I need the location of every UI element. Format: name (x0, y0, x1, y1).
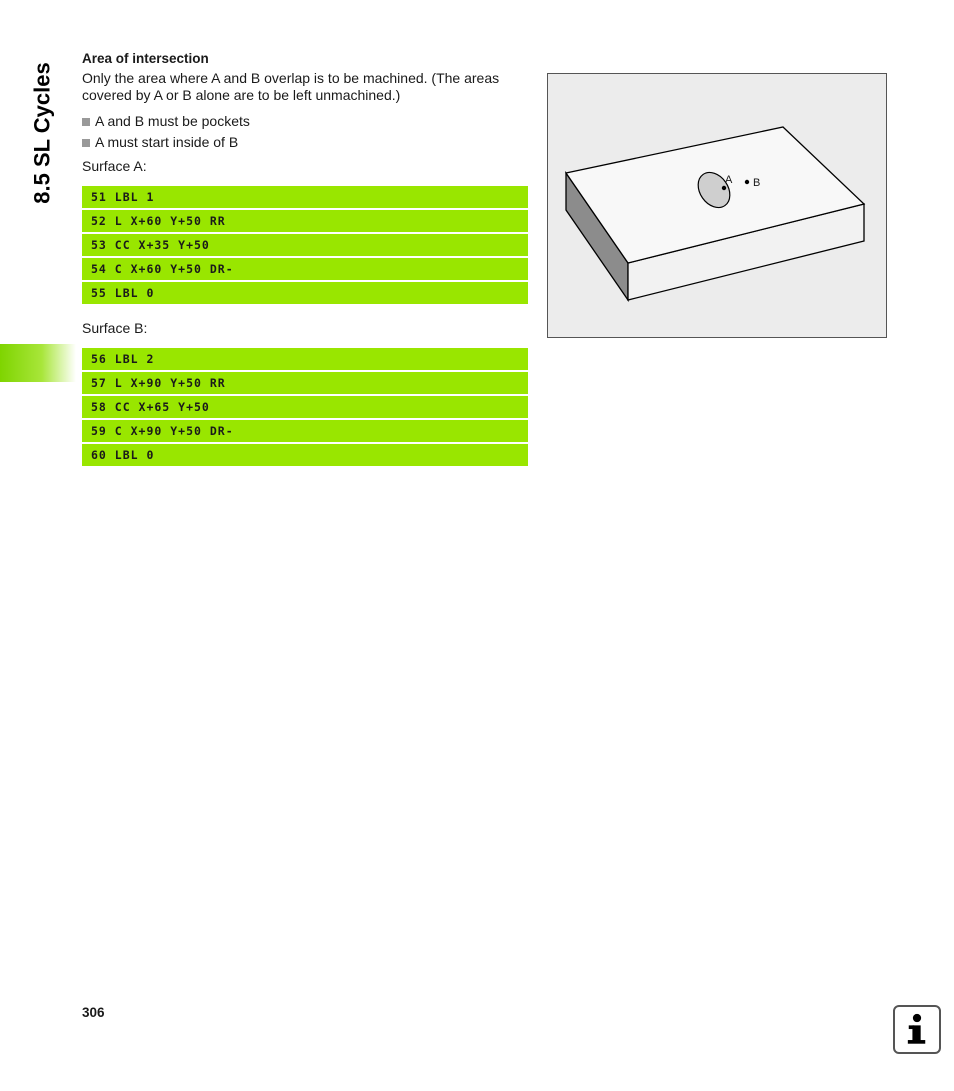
section-heading: Area of intersection (82, 51, 209, 66)
main-content (82, 50, 528, 468)
chapter-tab-marker (0, 344, 76, 382)
point-a-label: A (725, 174, 733, 186)
code-line: 60 LBL 0 (82, 444, 528, 466)
code-line: 53 CC X+35 Y+50 (82, 234, 528, 256)
point-b-marker (745, 180, 749, 184)
workpiece-figure (547, 73, 887, 338)
code-line: 54 C X+60 Y+50 DR- (82, 258, 528, 280)
list-item (82, 111, 528, 132)
code-line: 56 LBL 2 (82, 348, 528, 370)
info-glyph (895, 1007, 939, 1052)
square-bullet-icon (82, 139, 90, 147)
workpiece-illustration (548, 74, 886, 337)
list-item (82, 132, 528, 153)
chapter-title (26, 50, 60, 215)
code-line: 55 LBL 0 (82, 282, 528, 304)
section-description: Only the area where A and B overlap is to be machined. (The areas covered by A or B alone are to be left unmachined.) (82, 70, 500, 103)
code-line: 57 L X+90 Y+50 RR (82, 372, 528, 394)
surface-a-code (82, 186, 528, 304)
code-line: 59 C X+90 Y+50 DR- (82, 420, 528, 442)
code-line: 52 L X+60 Y+50 RR (82, 210, 528, 232)
info-icon (893, 1005, 941, 1054)
list-item-text: A and B must be pockets (95, 113, 250, 129)
square-bullet-icon (82, 118, 90, 126)
page-number: 306 (82, 1005, 105, 1020)
chapter-title-text: 8.5 SL Cycles (30, 61, 55, 204)
point-b-label: B (753, 177, 761, 189)
point-a-marker (722, 186, 726, 190)
surface-a-label: Surface A: (82, 158, 147, 174)
code-line: 58 CC X+65 Y+50 (82, 396, 528, 418)
requirements-list (82, 111, 528, 153)
code-line: 51 LBL 1 (82, 186, 528, 208)
list-item-text: A must start inside of B (95, 134, 239, 150)
surface-b-code (82, 348, 528, 466)
surface-b-label: Surface B: (82, 320, 148, 336)
